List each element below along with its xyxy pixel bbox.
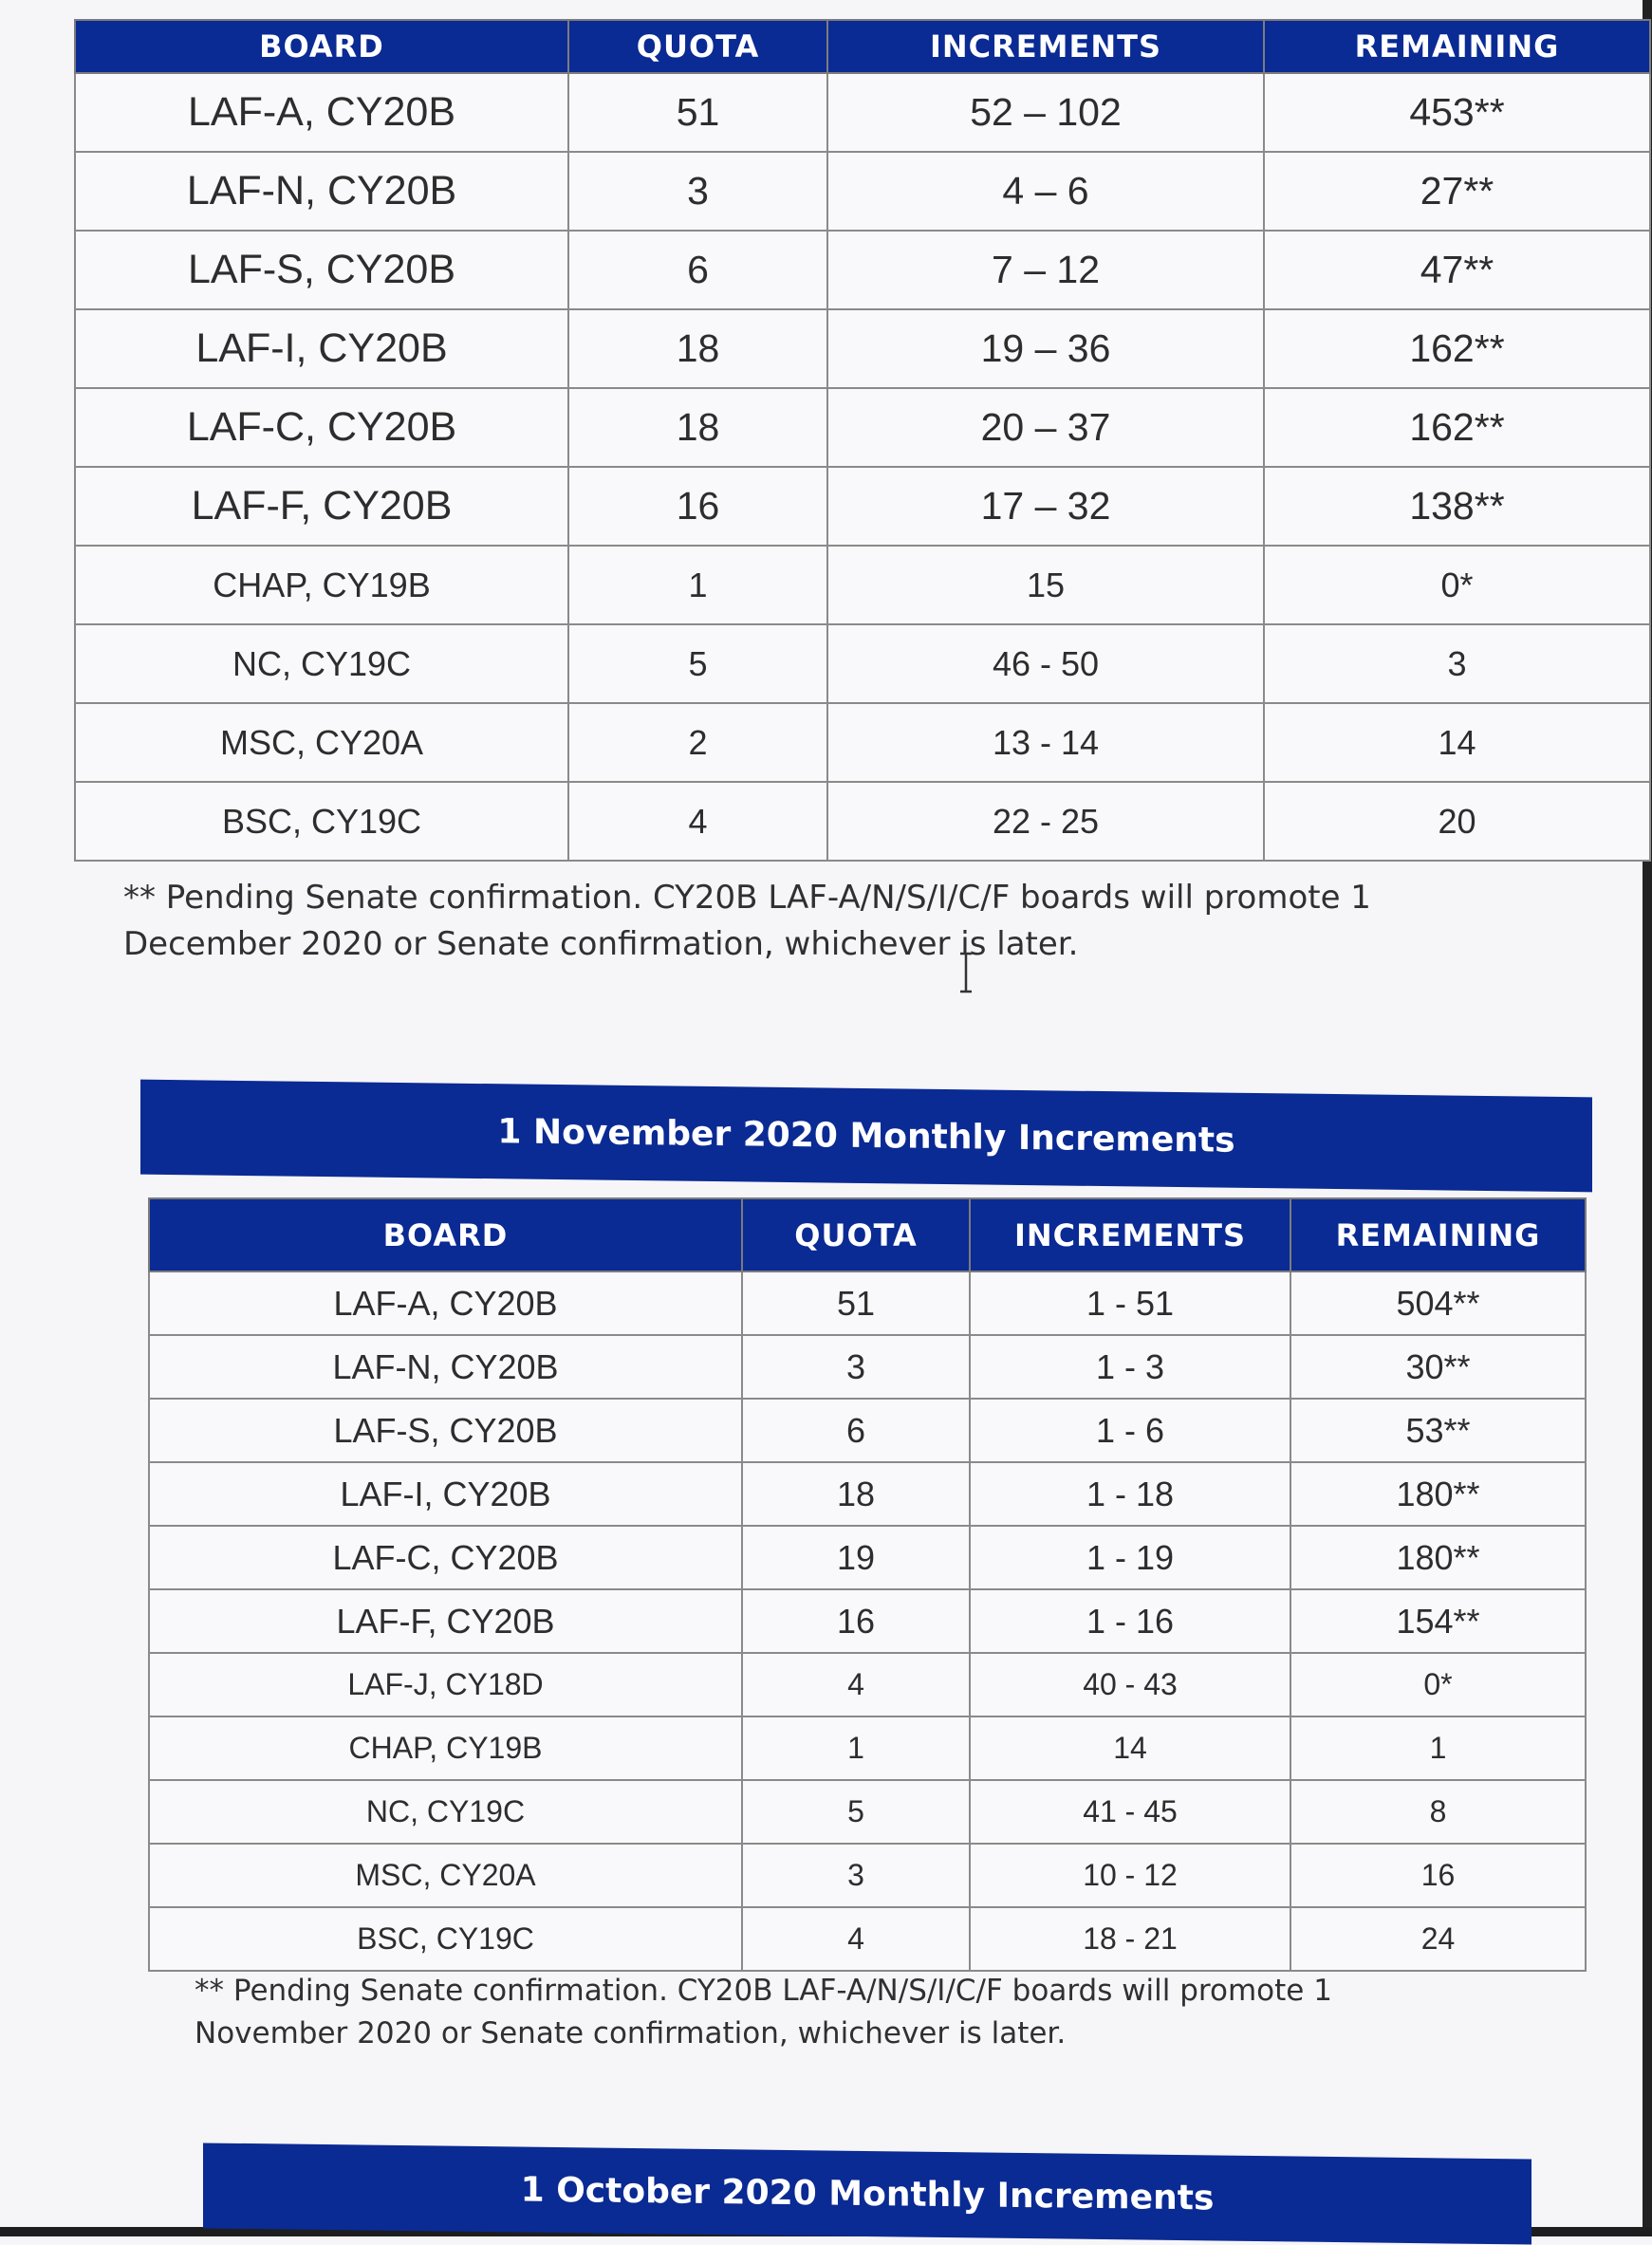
remaining-cell: 8 (1290, 1780, 1586, 1844)
remaining-cell: 180** (1290, 1462, 1586, 1526)
board-cell: LAF-I, CY20B (75, 309, 568, 388)
quota-cell: 4 (568, 782, 827, 861)
increments-cell: 40 - 43 (970, 1653, 1290, 1716)
quota-cell: 5 (742, 1780, 970, 1844)
board-cell: LAF-N, CY20B (149, 1335, 742, 1399)
quota-cell: 6 (742, 1399, 970, 1462)
quota-cell: 3 (742, 1844, 970, 1907)
increments-cell: 10 - 12 (970, 1844, 1290, 1907)
table-row (75, 152, 1650, 231)
table-row (149, 1907, 1586, 1971)
header-remaining: REMAINING (1264, 20, 1650, 73)
table-row (75, 231, 1650, 309)
board-cell: LAF-S, CY20B (75, 231, 568, 309)
table-row (75, 73, 1650, 152)
table-row (75, 624, 1650, 703)
board-cell: LAF-C, CY20B (75, 388, 568, 467)
quota-cell: 16 (742, 1589, 970, 1653)
board-cell: LAF-J, CY18D (149, 1653, 742, 1716)
increments-cell: 41 - 45 (970, 1780, 1290, 1844)
table-row (149, 1716, 1586, 1780)
table-row (149, 1589, 1586, 1653)
quota-cell: 2 (568, 703, 827, 782)
remaining-cell: 453** (1264, 73, 1650, 152)
remaining-cell: 16 (1290, 1844, 1586, 1907)
board-cell: NC, CY19C (149, 1780, 742, 1844)
text-cursor-icon (958, 952, 974, 993)
remaining-cell: 162** (1264, 309, 1650, 388)
board-cell: BSC, CY19C (75, 782, 568, 861)
remaining-cell: 154** (1290, 1589, 1586, 1653)
remaining-cell: 3 (1264, 624, 1650, 703)
remaining-cell: 0* (1290, 1653, 1586, 1716)
quota-cell: 3 (742, 1335, 970, 1399)
board-cell: LAF-A, CY20B (75, 73, 568, 152)
increments-cell: 18 - 21 (970, 1907, 1290, 1971)
board-cell: NC, CY19C (75, 624, 568, 703)
table-row (149, 1780, 1586, 1844)
quota-cell: 18 (568, 309, 827, 388)
quota-cell: 1 (742, 1716, 970, 1780)
table-row (149, 1271, 1586, 1335)
quota-cell: 18 (742, 1462, 970, 1526)
increments-cell: 20 – 37 (827, 388, 1264, 467)
table-row (75, 309, 1650, 388)
header-board: BOARD (75, 20, 568, 73)
board-cell: LAF-C, CY20B (149, 1526, 742, 1589)
quota-cell: 18 (568, 388, 827, 467)
remaining-cell: 138** (1264, 467, 1650, 546)
header-remaining: REMAINING (1290, 1198, 1586, 1271)
board-cell: CHAP, CY19B (149, 1716, 742, 1780)
table-row (75, 703, 1650, 782)
header-quota: QUOTA (742, 1198, 970, 1271)
increments-cell: 1 - 18 (970, 1462, 1290, 1526)
increments-cell: 1 - 51 (970, 1271, 1290, 1335)
increments-cell: 7 – 12 (827, 231, 1264, 309)
remaining-cell: 0* (1264, 546, 1650, 624)
increments-cell: 13 - 14 (827, 703, 1264, 782)
table-header-row (149, 1198, 1586, 1271)
increments-cell: 1 - 16 (970, 1589, 1290, 1653)
november-banner-title: 1 November 2020 Monthly Increments (497, 1111, 1235, 1160)
november-section-banner (140, 1080, 1592, 1193)
increments-cell: 52 – 102 (827, 73, 1264, 152)
board-cell: MSC, CY20A (75, 703, 568, 782)
remaining-cell: 1 (1290, 1716, 1586, 1780)
quota-cell: 5 (568, 624, 827, 703)
board-cell: LAF-N, CY20B (75, 152, 568, 231)
board-cell: CHAP, CY19B (75, 546, 568, 624)
remaining-cell: 20 (1264, 782, 1650, 861)
quota-cell: 51 (742, 1271, 970, 1335)
board-cell: LAF-S, CY20B (149, 1399, 742, 1462)
header-increments: INCREMENTS (970, 1198, 1290, 1271)
remaining-cell: 30** (1290, 1335, 1586, 1399)
quota-cell: 51 (568, 73, 827, 152)
quota-cell: 3 (568, 152, 827, 231)
header-quota: QUOTA (568, 20, 827, 73)
quota-cell: 4 (742, 1907, 970, 1971)
board-cell: LAF-F, CY20B (75, 467, 568, 546)
board-cell: MSC, CY20A (149, 1844, 742, 1907)
table-row (149, 1335, 1586, 1399)
november-footnote: ** Pending Senate confirmation. CY20B LAF-A/N/S/I/C/F boards will promote 1 November 2020 or Senate confirmation, whichever is later. (195, 1974, 1332, 2050)
table-row (149, 1844, 1586, 1907)
remaining-cell: 27** (1264, 152, 1650, 231)
table-row (149, 1526, 1586, 1589)
table-row (149, 1399, 1586, 1462)
board-cell: LAF-A, CY20B (149, 1271, 742, 1335)
increments-cell: 22 - 25 (827, 782, 1264, 861)
quota-cell: 16 (568, 467, 827, 546)
december-increments-table (74, 19, 1651, 862)
remaining-cell: 162** (1264, 388, 1650, 467)
remaining-cell: 24 (1290, 1907, 1586, 1971)
october-banner-title: 1 October 2020 Monthly Increments (520, 2170, 1215, 2217)
remaining-cell: 180** (1290, 1526, 1586, 1589)
table-header-row (75, 20, 1650, 73)
increments-cell: 46 - 50 (827, 624, 1264, 703)
table-row (149, 1462, 1586, 1526)
header-increments: INCREMENTS (827, 20, 1264, 73)
increments-cell: 15 (827, 546, 1264, 624)
table-row (149, 1653, 1586, 1716)
increments-cell: 14 (970, 1716, 1290, 1780)
quota-cell: 1 (568, 546, 827, 624)
board-cell: LAF-I, CY20B (149, 1462, 742, 1526)
increments-cell: 19 – 36 (827, 309, 1264, 388)
increments-cell: 1 - 19 (970, 1526, 1290, 1589)
board-cell: LAF-F, CY20B (149, 1589, 742, 1653)
header-board: BOARD (149, 1198, 742, 1271)
board-cell: BSC, CY19C (149, 1907, 742, 1971)
quota-cell: 19 (742, 1526, 970, 1589)
october-section-banner (203, 2143, 1531, 2244)
remaining-cell: 504** (1290, 1271, 1586, 1335)
remaining-cell: 14 (1264, 703, 1650, 782)
increments-cell: 17 – 32 (827, 467, 1264, 546)
increments-cell: 4 – 6 (827, 152, 1264, 231)
table-row (75, 782, 1650, 861)
remaining-cell: 47** (1264, 231, 1650, 309)
remaining-cell: 53** (1290, 1399, 1586, 1462)
increments-cell: 1 - 6 (970, 1399, 1290, 1462)
table-row (75, 546, 1650, 624)
increments-cell: 1 - 3 (970, 1335, 1290, 1399)
quota-cell: 6 (568, 231, 827, 309)
table-row (75, 388, 1650, 467)
december-footnote: ** Pending Senate confirmation. CY20B LAF-A/N/S/I/C/F boards will promote 1 December 2020 or Senate confirmation, whichever is later. (123, 879, 1371, 964)
table-row (75, 467, 1650, 546)
quota-cell: 4 (742, 1653, 970, 1716)
november-increments-table (148, 1197, 1587, 1972)
